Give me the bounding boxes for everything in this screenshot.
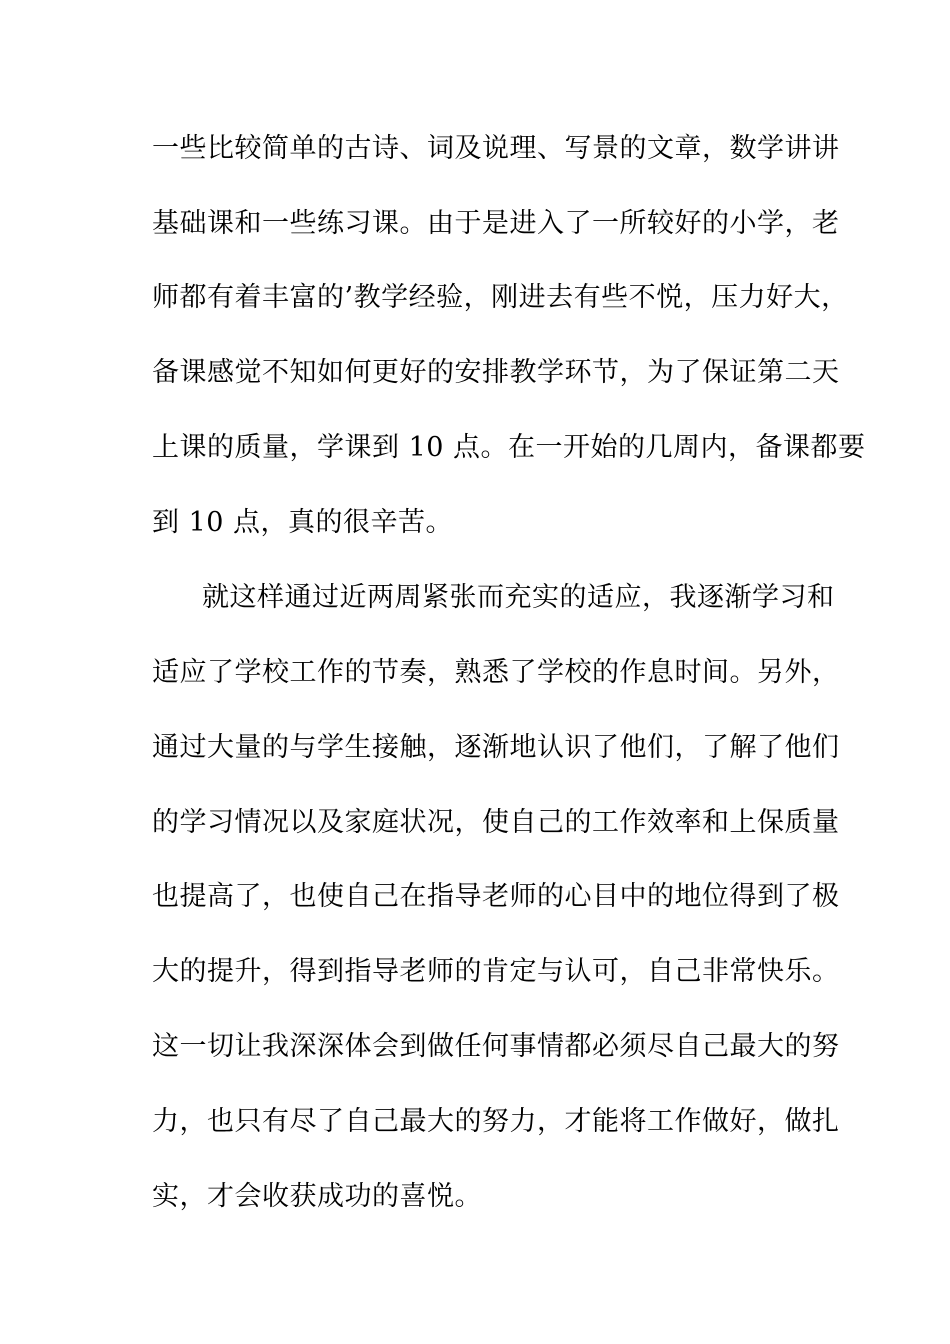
text-line: 一些比较简单的古诗、词及说理、写景的文章，数学讲讲 xyxy=(152,133,840,164)
text-line: 的学习情况以及家庭状况，使自己的工作效率和上保质量 xyxy=(152,807,840,838)
text-line: 基础课和一些练习课。由于是进入了一所较好的小学，老 xyxy=(152,208,840,239)
text-line: 师都有着丰富的’教学经验，刚进去有些不悦，压力好大， xyxy=(152,282,849,313)
text-line: 这一切让我深深体会到做任何事情都必须尽自己最大的努 xyxy=(152,1031,840,1062)
text-line: 力，也只有尽了自己最大的努力，才能将工作做好，做扎 xyxy=(152,1106,840,1137)
text-line: 到 10 点，真的很辛苦。 xyxy=(152,507,454,538)
text-line: 大的提升，得到指导老师的肯定与认可，自己非常快乐。 xyxy=(152,956,840,987)
text-line: 也提高了，也使自己在指导老师的心目中的地位得到了极 xyxy=(152,881,840,912)
text-line: 实，才会收获成功的喜悦。 xyxy=(152,1181,482,1212)
text-line: 就这样通过近两周紧张而充实的适应，我逐渐学习和 xyxy=(202,582,835,613)
text-line: 备课感觉不知如何更好的安排教学环节，为了保证第二天 xyxy=(152,357,840,388)
text-line: 上课的质量，学课到 10 点。在一开始的几周内，备课都要 xyxy=(152,432,866,463)
text-line: 通过大量的与学生接触，逐渐地认识了他们，了解了他们 xyxy=(152,732,840,763)
text-line: 适应了学校工作的节奏，熟悉了学校的作息时间。另外， xyxy=(152,657,840,688)
